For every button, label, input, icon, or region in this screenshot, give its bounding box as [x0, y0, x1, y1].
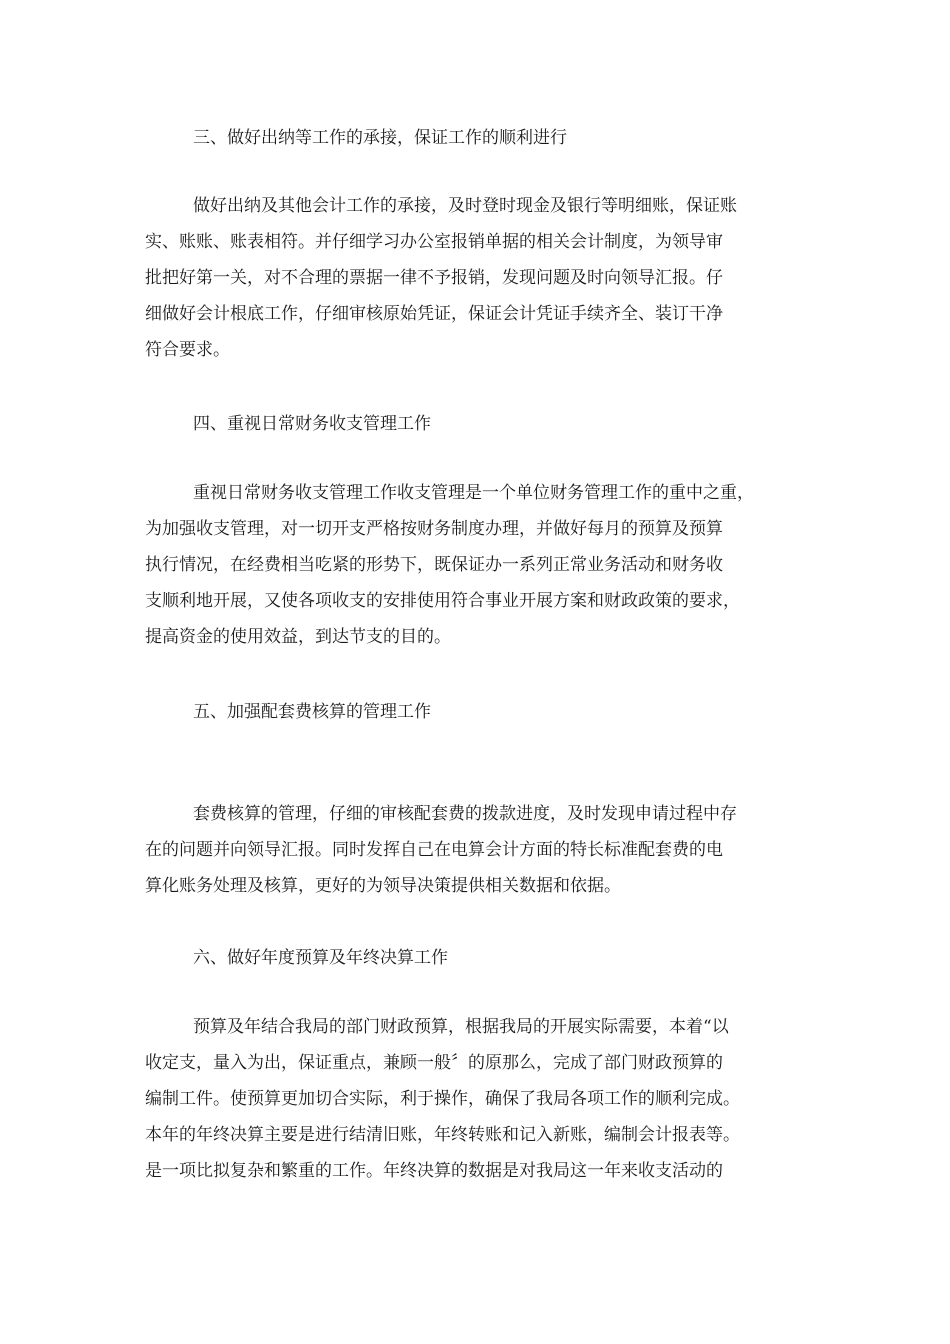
paragraph-line: 本年的年终决算主要是进行结清旧账，年终转账和记入新账，编制会计报表等。 [145, 1125, 740, 1145]
section-heading-6: 六、做好年度预算及年终决算工作 [193, 948, 448, 968]
paragraph-line: 预算及年结合我局的部门财政预算，根据我局的开展实际需要，本着“以 [193, 1017, 729, 1037]
section-heading-4: 四、重视日常财务收支管理工作 [193, 414, 431, 434]
paragraph-line: 做好出纳及其他会计工作的承接，及时登时现金及银行等明细账，保证账 [193, 196, 737, 216]
paragraph-line: 支顺利地开展，又使各项收支的安排使用符合事业开展方案和财政政策的要求， [145, 591, 740, 611]
paragraph-line: 提高资金的使用效益，到达节支的目的。 [145, 627, 451, 647]
paragraph-line: 执行情况，在经费相当吃紧的形势下，既保证办一系列正常业务活动和财务收 [145, 555, 723, 575]
paragraph-line: 为加强收支管理，对一切开支严格按财务制度办理，并做好每月的预算及预算 [145, 519, 723, 539]
paragraph-line: 收定支，量入为出，保证重点，兼顾一般〞的原那么，完成了部门财政预算的 [145, 1053, 723, 1073]
section-paragraph-5 [145, 796, 815, 904]
paragraph-line: 编制工件。使预算更加切合实际，利于操作，确保了我局各项工作的顺利完成。 [145, 1089, 740, 1109]
paragraph-line: 套费核算的管理，仔细的审核配套费的拨款进度，及时发现申请过程中存 [193, 804, 737, 824]
paragraph-line: 符合要求。 [145, 340, 230, 360]
section-paragraph-3 [145, 188, 815, 368]
section-paragraph-4 [145, 475, 815, 655]
paragraph-line: 实、账账、账表相符。并仔细学习办公室报销单据的相关会计制度，为领导审 [145, 232, 723, 252]
section-heading-3: 三、做好出纳等工作的承接，保证工作的顺利进行 [193, 128, 567, 148]
paragraph-line: 细做好会计根底工作，仔细审核原始凭证，保证会计凭证手续齐全、装订干净 [145, 304, 723, 324]
paragraph-line: 重视日常财务收支管理工作收支管理是一个单位财务管理工作的重中之重， [193, 483, 754, 503]
paragraph-line: 批把好第一关，对不合理的票据一律不予报销，发现问题及时向领导汇报。仔 [145, 268, 723, 288]
paragraph-line: 在的问题并向领导汇报。同时发挥自己在电算会计方面的特长标准配套费的电 [145, 840, 723, 860]
section-heading-5: 五、加强配套费核算的管理工作 [193, 702, 431, 722]
paragraph-line: 是一项比拟复杂和繁重的工作。年终决算的数据是对我局这一年来收支活动的 [145, 1161, 723, 1181]
paragraph-line: 算化账务处理及核算，更好的为领导决策提供相关数据和依据。 [145, 876, 621, 896]
section-paragraph-6 [145, 1009, 815, 1189]
